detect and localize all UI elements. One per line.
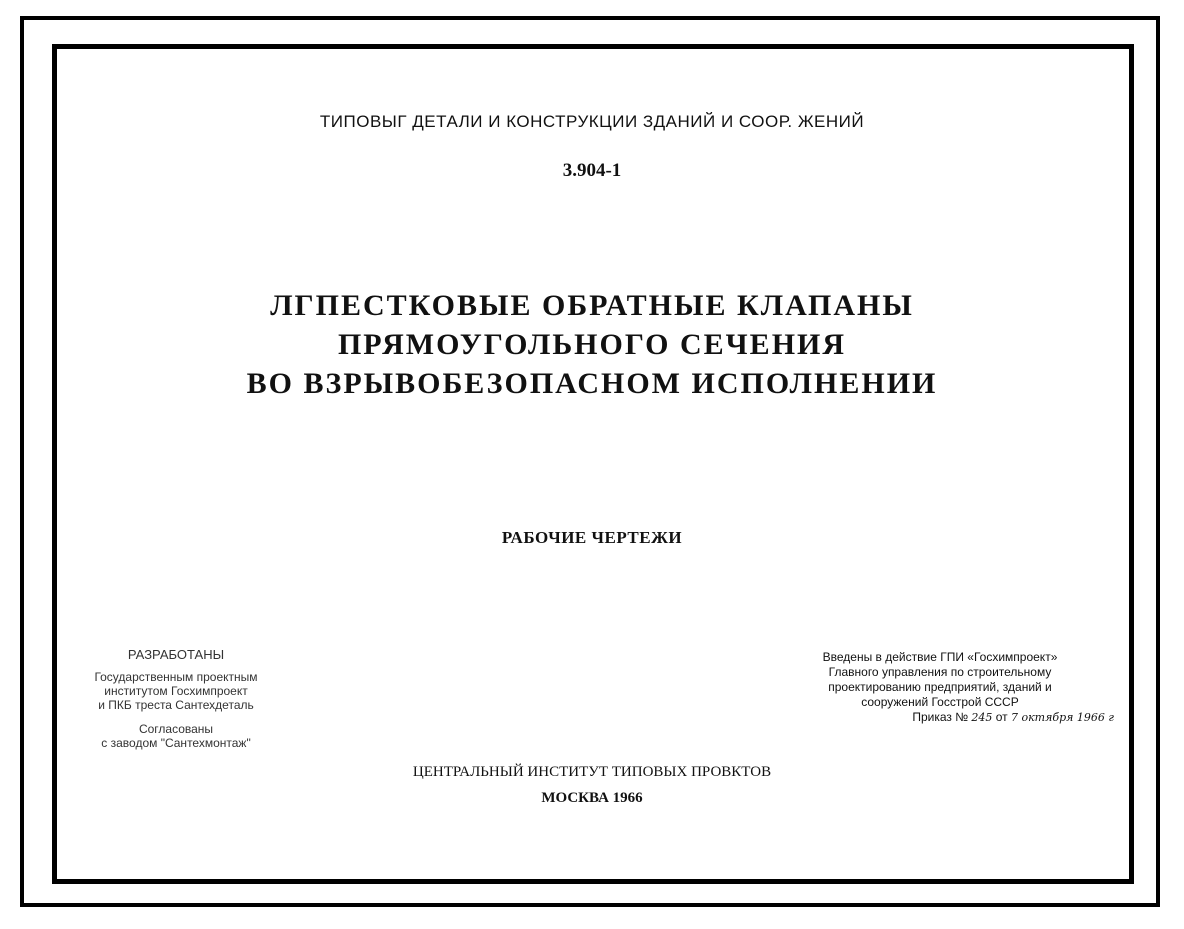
order-from: от bbox=[992, 710, 1011, 724]
order-number: 245 bbox=[971, 711, 993, 724]
enactment-line-3: проектированию предприятий, зданий и bbox=[828, 680, 1052, 694]
main-title bbox=[0, 286, 1184, 403]
enactment-line-4: сооружений Госстрой СССР bbox=[861, 695, 1019, 709]
main-title-line-2: ПРЯМОУГОЛЬНОГО СЕЧЕНИЯ bbox=[337, 328, 847, 361]
developers-line-2: институтом Госхимпроект bbox=[104, 684, 248, 698]
order-line bbox=[760, 710, 1120, 725]
enactment-line-1: Введены в действие ГПИ «Госхимпроект» bbox=[822, 650, 1058, 664]
drawing-type-label: РАБОЧИЕ ЧЕРТЕЖИ bbox=[501, 528, 683, 547]
enactment-line-2: Главного управления по строительному bbox=[828, 665, 1052, 679]
series-number: 3.904-1 bbox=[562, 160, 622, 181]
publisher-city-year: МОСКВА 1966 bbox=[541, 790, 643, 806]
developers-spacer bbox=[56, 712, 296, 722]
order-date: 7 октября 1966 г bbox=[1011, 711, 1114, 724]
developers-heading: РАЗРАБОТАНЫ bbox=[127, 647, 225, 662]
order-label: Приказ № bbox=[912, 710, 972, 724]
series-title: ТИПОВЫГ ДЕТАЛИ И КОНСТРУКЦИИ ЗДАНИЙ И СООР. ЖЕНИЙ bbox=[319, 112, 865, 131]
publisher-name: ЦЕНТРАЛЬНЫЙ ИНСТИТУТ ТИПОВЫХ ПРОВКТОВ bbox=[412, 764, 772, 780]
agreed-line: с заводом "Сантехмонтаж" bbox=[101, 736, 251, 750]
developers-line-1: Государственным проектным bbox=[94, 670, 258, 684]
agreed-heading: Согласованы bbox=[138, 722, 214, 736]
developers-line-3: и ПКБ треста Сантехдеталь bbox=[98, 698, 254, 712]
main-title-line-3: ВО ВЗРЫВОБЕЗОПАСНОМ ИСПОЛНЕНИИ bbox=[246, 367, 938, 400]
developers-block bbox=[56, 648, 296, 750]
enactment-block bbox=[760, 650, 1120, 725]
main-title-line-1: ЛГПЕСТКОВЫЕ ОБРАТНЫЕ КЛАПАНЫ bbox=[270, 289, 914, 322]
